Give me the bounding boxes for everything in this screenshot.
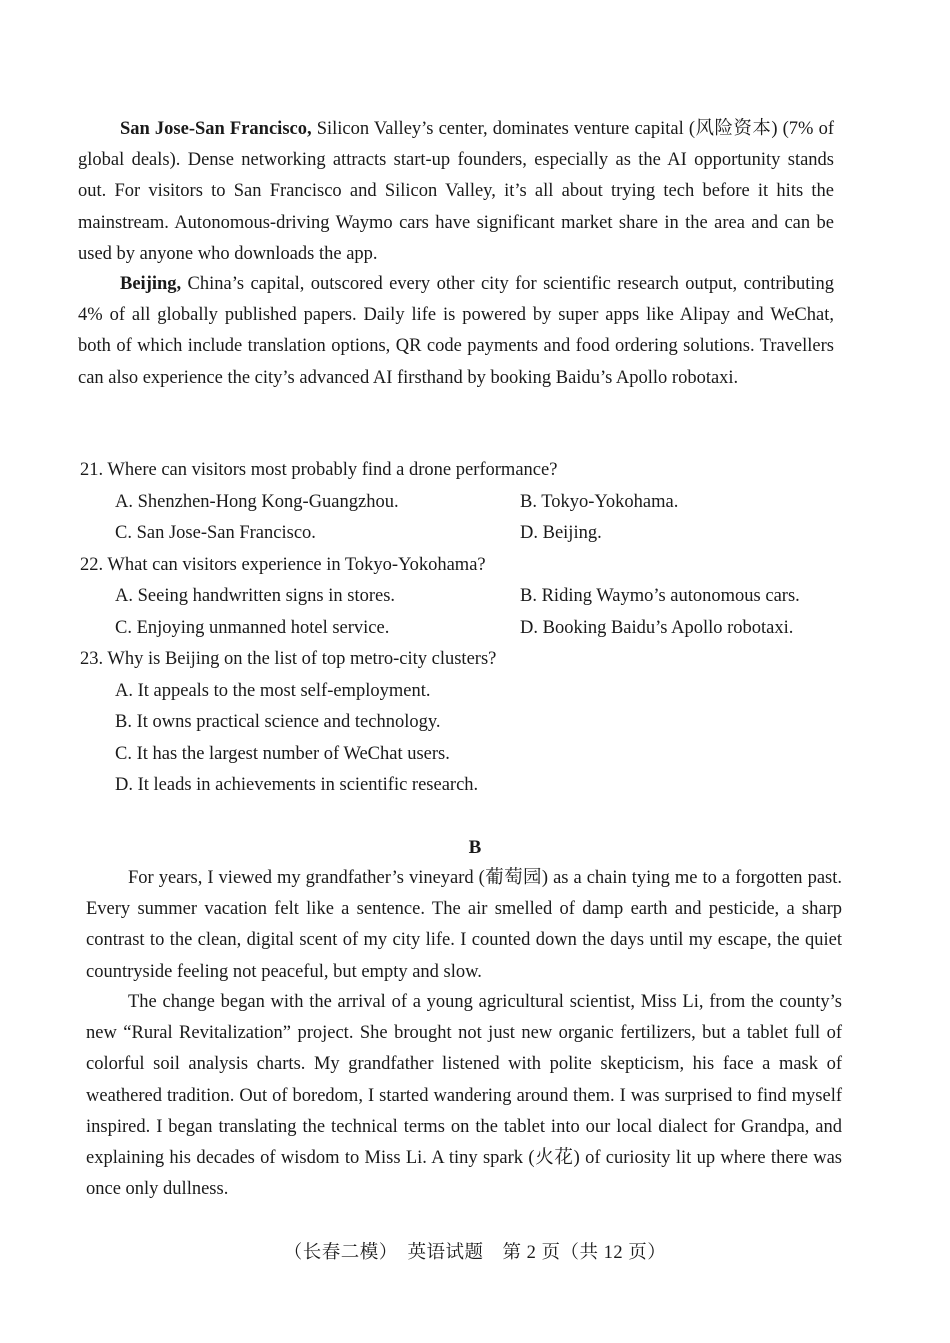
section-b-paragraph-1: For years, I viewed my grandfather’s vineyard (葡萄园) as a chain tying me to a forgotten past. Every summer vacation felt like a sentence. The air smelled of damp earth and pesticide, a sharp contrast to the clean, digital scent of my city life. I counted down the days until my escape, the quiet countryside feeling not peaceful, but empty and slow. bbox=[86, 868, 842, 982]
question-23-option-d[interactable]: D. It leads in achievements in scientific research. bbox=[115, 775, 479, 795]
paragraph-text: China’s capital, outscored every other city for scientific research output, contributing 4% of all globally published papers. Daily life is powered by super apps like Alipay and WeChat, both of which include translation options, QR code payments and food ordering solutions. Travellers can also experience the city’s advanced AI firsthand by booking Baidu’s Apollo robotaxi. bbox=[78, 274, 834, 388]
city-name-beijing: Beijing, bbox=[120, 274, 182, 294]
question-21-option-a[interactable]: A. Shenzhen-Hong Kong-Guangzhou. bbox=[115, 492, 399, 512]
question-23-option-c[interactable]: C. It has the largest number of WeChat users. bbox=[115, 744, 450, 764]
question-23-option-b[interactable]: B. It owns practical science and technology. bbox=[115, 712, 441, 732]
question-22-option-c[interactable]: C. Enjoying unmanned hotel service. bbox=[115, 618, 390, 638]
question-21-stem: 21. Where can visitors most probably find a drone performance? bbox=[80, 460, 558, 480]
question-21-option-d[interactable]: D. Beijing. bbox=[520, 523, 602, 543]
question-21-option-c[interactable]: C. San Jose-San Francisco. bbox=[115, 523, 316, 543]
city-name-sanjose: San Jose-San Francisco, bbox=[120, 119, 312, 139]
question-22-option-b[interactable]: B. Riding Waymo’s autonomous cars. bbox=[520, 586, 800, 606]
section-b-paragraph-2: The change began with the arrival of a young agricultural scientist, Miss Li, from the county’s new “Rural Revitalization” project. She brought not just new organic fertilizers, but a tablet full of colorful soil analysis charts. My grandfather listened with polite skepticism, his face a mask of weathered tradition. Out of boredom, I started wandering around them. I was surprised to find myself inspired. I began translating the technical terms on the tablet into our local dialect for Grandpa, and explaining his decades of wisdom to Miss Li. A tiny spark (火花) of curiosity lit up where there was once only dullness. bbox=[86, 992, 842, 1200]
question-21-option-b[interactable]: B. Tokyo-Yokohama. bbox=[520, 492, 679, 512]
section-heading-b: B bbox=[468, 837, 482, 858]
question-22-stem: 22. What can visitors experience in Tokyo-Yokohama? bbox=[80, 555, 486, 575]
question-22-option-d[interactable]: D. Booking Baidu’s Apollo robotaxi. bbox=[520, 618, 794, 638]
passage-paragraph-sanjose bbox=[78, 114, 834, 270]
question-22-option-a[interactable]: A. Seeing handwritten signs in stores. bbox=[115, 586, 396, 606]
paragraph-text: Silicon Valley’s center, dominates venture capital (风险资本) (7% of global deals). Dense networking attracts start-up founders, especially as the AI opportunity stands out. For visitors to San Francisco and Silicon Valley, it’s all about trying tech before it hits the mainstream. Autonomous-driving Waymo cars have significant market share in the area and can be used by anyone who downloads the app. bbox=[78, 119, 834, 264]
passage-paragraph-beijing bbox=[78, 269, 834, 394]
page-footer: （长春二模） 英语试题 第 2 页（共 12 页） bbox=[283, 1243, 667, 1263]
question-23-stem: 23. Why is Beijing on the list of top metro-city clusters? bbox=[80, 649, 497, 669]
question-23-option-a[interactable]: A. It appeals to the most self-employment. bbox=[115, 681, 431, 701]
